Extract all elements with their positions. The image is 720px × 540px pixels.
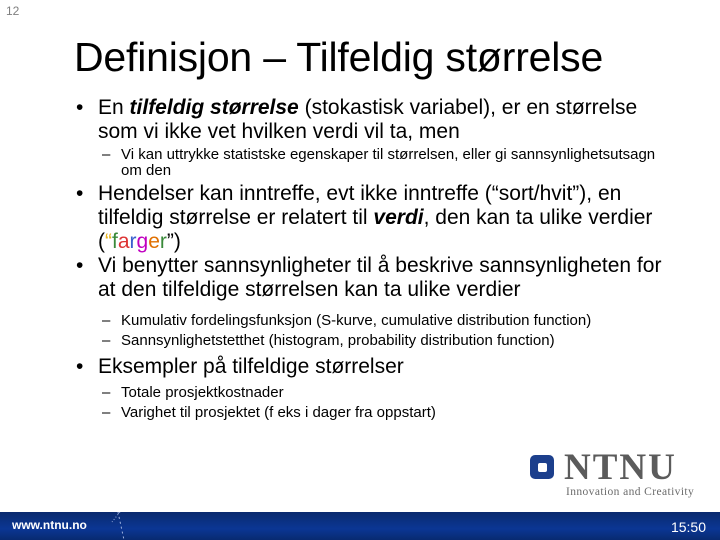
- sub-dash: –: [102, 332, 111, 349]
- farger-char-1: “: [105, 230, 112, 253]
- bullet-4-sub-2: [76, 405, 672, 421]
- footer-url: www.ntnu.no: [12, 518, 87, 532]
- bullet-4: [76, 355, 672, 379]
- bullet-3: [76, 254, 672, 302]
- bullet-4-sub-2-text: Varighet til prosjektet (f eks i dager fra oppstart): [121, 404, 436, 421]
- sub-dash: –: [102, 384, 111, 401]
- bullet-dot: •: [76, 182, 84, 205]
- sub-dash: –: [102, 404, 111, 421]
- footer-bar: [0, 512, 720, 540]
- bullet-1-emphasis: tilfeldig størrelse: [129, 96, 299, 119]
- sub-dash: –: [102, 146, 111, 163]
- bullet-3-sub-2: [76, 333, 672, 349]
- footer-time: 15:50: [670, 519, 706, 535]
- sub-dash: –: [102, 312, 111, 329]
- farger-char-2: f: [112, 230, 118, 253]
- bullet-3-text: Vi benytter sannsynligheter til å beskrive sannsynligheten for at den tilfeldige størrelsen kan ta ulike verdier: [98, 254, 662, 301]
- bullet-dot: •: [76, 96, 84, 119]
- slide-title: Definisjon – Tilfeldig størrelse: [74, 34, 604, 80]
- farger-char-4: r: [129, 230, 137, 253]
- bullet-3-sub-2-text: Sannsynlighetstetthet (histogram, probability distribution function): [121, 332, 555, 349]
- bullet-1: [76, 96, 672, 144]
- farger-char-3: a: [117, 230, 130, 253]
- bullet-1-sub-1: [76, 147, 672, 179]
- bullet-2-text-pre: Hendelser kan inntreffe, evt ikke inntreffe (“sort/hvit”), en tilfeldig størrelse er relatert til: [98, 182, 622, 229]
- ntnu-logo-text: NTNU: [564, 447, 677, 488]
- ntnu-logo-mark-icon: [530, 455, 554, 479]
- slide-number: 12: [6, 4, 20, 18]
- bullet-2-text-mid: , den kan ta ulike verdier (: [98, 206, 653, 253]
- bullet-dot: •: [76, 254, 84, 277]
- bullet-2: [76, 182, 672, 254]
- bullet-4-sub-1-text: Totale prosjektkostnader: [121, 384, 284, 401]
- bullet-2-text-end: ”): [166, 230, 181, 253]
- farger-char-7: r: [159, 230, 167, 253]
- bullet-4-sub-1: [76, 385, 672, 401]
- bullet-3-sub-1-text: Kumulativ fordelingsfunksjon (S-kurve, cumulative distribution function): [121, 312, 592, 329]
- bullet-4-text: Eksempler på tilfeldige størrelser: [98, 355, 404, 378]
- bullet-dot: •: [76, 355, 84, 378]
- farger-char-6: e: [148, 230, 160, 253]
- bullet-2-emphasis: verdi: [373, 206, 424, 229]
- ntnu-logo-tagline: Innovation and Creativity: [566, 486, 695, 498]
- footer-decoration-icon: [0, 512, 720, 540]
- bullet-1-sub-1-text: Vi kan uttrykke statistske egenskaper til størrelsen, eller gi sannsynlighetsutsagn om den: [121, 146, 656, 179]
- ntnu-logo: [528, 447, 718, 508]
- bullet-3-sub-1: [76, 313, 672, 329]
- farger-char-5: g: [136, 230, 149, 253]
- bullet-1-text-post: (stokastisk variabel), er en størrelse som vi ikke vet hvilken verdi vil ta, men: [98, 96, 638, 143]
- bullet-1-text-pre: En: [98, 96, 130, 119]
- slide-content: [76, 96, 672, 421]
